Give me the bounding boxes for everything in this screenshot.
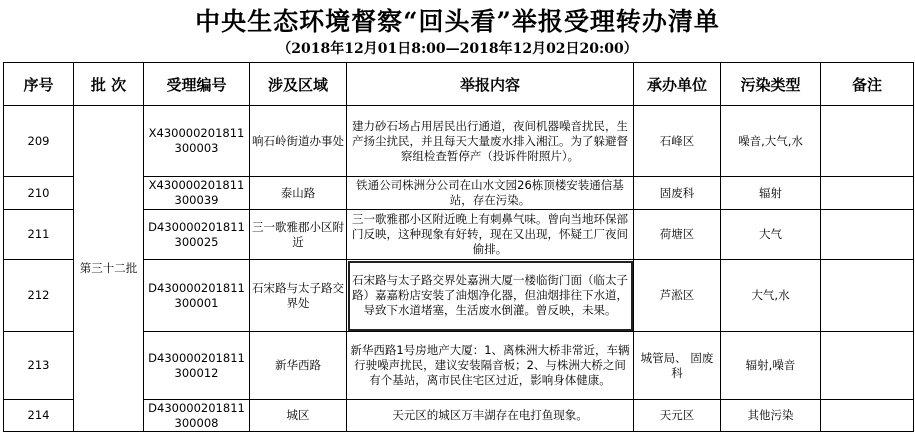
cell-pollution: 大气	[721, 210, 821, 260]
cell-note	[821, 332, 914, 400]
cell-content-selected[interactable]: 石宋路与太子路交界处嘉洲大厦一楼临街门面（临太子路）嘉嘉粉店安装了油烟净化器，但油烟排往下水道，导致下水道堵塞，生活废水倒灌。曾反映，未果。	[347, 260, 634, 332]
cell-pollution: 辐射,噪音	[721, 332, 821, 400]
cell-code: X430000201811300003	[144, 106, 250, 177]
header-row	[4, 63, 914, 106]
cell-unit: 固废科	[634, 177, 721, 210]
cell-no: 212	[4, 260, 74, 332]
cell-no: 213	[4, 332, 74, 400]
cell-code: D430000201811300012	[144, 332, 250, 400]
header-code: 受理编号	[144, 63, 250, 106]
cell-content: 三一歌雅郡小区附近晚上有刺鼻气味。曾向当地环保部门反映，这种现象有好转，现在又出现，怀疑工厂夜间偷排。	[347, 210, 634, 260]
cell-note	[821, 260, 914, 332]
header-pollution: 污染类型	[721, 63, 821, 106]
cell-unit: 城管局、 固废科	[634, 332, 721, 400]
cell-note	[821, 106, 914, 177]
table-row	[4, 106, 914, 177]
complaint-table	[3, 62, 914, 432]
cell-pollution: 大气,水	[721, 260, 821, 332]
cell-pollution: 辐射	[721, 177, 821, 210]
cell-note	[821, 400, 914, 432]
cell-area: 响石岭街道办事处	[250, 106, 347, 177]
cell-no: 211	[4, 210, 74, 260]
cell-no: 210	[4, 177, 74, 210]
cell-pollution: 噪音,大气,水	[721, 106, 821, 177]
cell-unit: 天元区	[634, 400, 721, 432]
cell-code: D430000201811300025	[144, 210, 250, 260]
header-batch: 批 次	[74, 63, 144, 106]
document-title: 中央生态环境督察“回头看”举报受理转办清单	[195, 7, 720, 36]
cell-no: 214	[4, 400, 74, 432]
cell-unit: 石峰区	[634, 106, 721, 177]
date-range-subtitle: （2018年12月01日8:00—2018年12月02日20:00）	[277, 41, 638, 57]
header-area: 涉及区域	[250, 63, 347, 106]
cell-unit: 荷塘区	[634, 210, 721, 260]
cell-area: 三一歌雅郡小区附近	[250, 210, 347, 260]
header-no: 序号	[4, 63, 74, 106]
cell-area: 城区	[250, 400, 347, 432]
cell-batch: 第三十二批	[74, 106, 144, 432]
cell-code: D430000201811300008	[144, 400, 250, 432]
cell-area: 新华西路	[250, 332, 347, 400]
cell-area: 石宋路与太子路交界处	[250, 260, 347, 332]
cell-content: 新华西路1号房地产大厦：1、离株洲大桥非常近，车辆行驶噪声扰民，建议安装隔音板；2、与株洲大桥之间有个基站，离市民住宅区过近，影响身体健康。	[347, 332, 634, 400]
header-content: 举报内容	[347, 63, 634, 106]
cell-no: 209	[4, 106, 74, 177]
cell-area: 泰山路	[250, 177, 347, 210]
cell-content: 天元区的城区万丰湖存在电打鱼现象。	[347, 400, 634, 432]
cell-note	[821, 177, 914, 210]
cell-content: 建力砂石场占用居民出行通道，夜间机器噪音扰民，生产扬尘扰民，并且每天大量废水排入湘江。为了躲避督察组检查暂停产（投诉件附照片）。	[347, 106, 634, 177]
cell-code: X430000201811300039	[144, 177, 250, 210]
cell-unit: 芦淞区	[634, 260, 721, 332]
cell-content: 铁通公司株洲分公司在山水文园26栋顶楼安装通信基站，存在污染。	[347, 177, 634, 210]
cell-code: D430000201811300001	[144, 260, 250, 332]
cell-note	[821, 210, 914, 260]
header-unit: 承办单位	[634, 63, 721, 106]
header-note: 备注	[821, 63, 914, 106]
cell-pollution: 其他污染	[721, 400, 821, 432]
